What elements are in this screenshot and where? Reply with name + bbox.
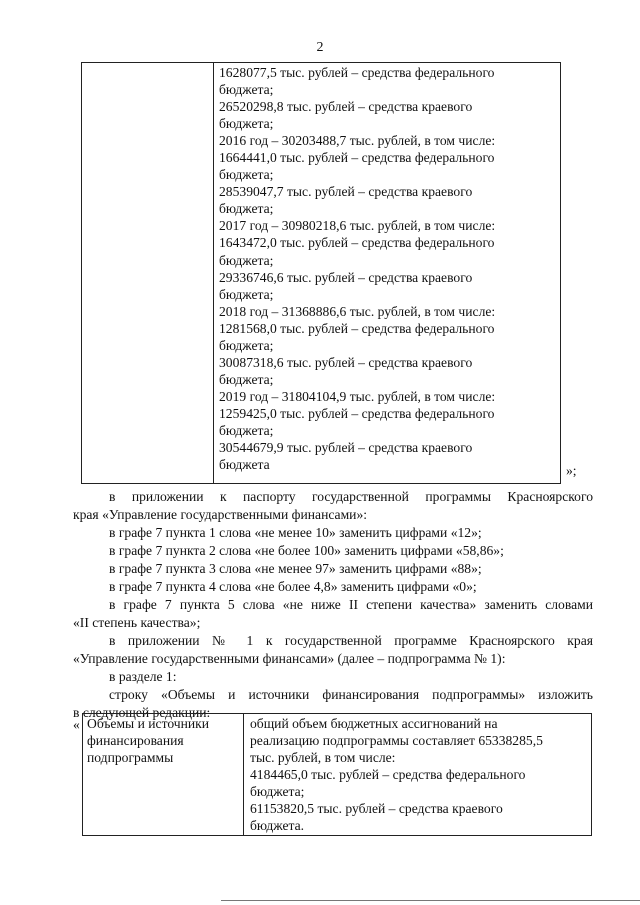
subprogram-funding-table [82,713,592,836]
row-label-line: Объемы и источники [87,716,210,731]
row-value-cell [244,714,592,836]
page-number: 2 [316,40,324,55]
paragraph-intro-line-2: края «Управление государственными финансами»: [73,507,368,522]
appendix-1-line-1: в приложении № 1 к государственной программе Красноярского края [109,633,593,648]
table-line: 2016 год – 30203488,7 тыс. рублей, в том числе: [219,133,496,149]
row-label-line: подпрограммы [87,750,174,766]
table-line: 26520298,8 тыс. рублей – средства краевого [219,99,473,115]
amendment-item-4: в графе 7 пункта 4 слова «не более 4,8» заменить цифрами «0»; [109,579,477,594]
table-line: 1643472,0 тыс. рублей – средства федерального [219,235,495,251]
table-line: 1664441,0 тыс. рублей – средства федерального [219,150,495,166]
row-value-line: общий объем бюджетных ассигнований на [250,716,498,731]
table-line: бюджета; [219,422,274,438]
table-line: бюджета; [219,201,274,217]
row-value-line: бюджета; [250,784,305,800]
table-line: бюджета; [219,167,274,183]
row-value-line: 4184465,0 тыс. рублей – средства федерального [250,767,526,783]
paragraph-intro-line-1: в приложении к паспорту государственной программы Красноярского [109,489,593,504]
funding-table-continued [81,62,561,484]
table-line: 1628077,5 тыс. рублей – средства федерального [219,65,495,80]
row-label-cell [83,714,244,836]
table-line: бюджета; [219,286,274,302]
opening-quote: « [73,717,80,732]
table-line: 29336746,6 тыс. рублей – средства краевого [219,269,473,285]
closing-quote: »; [566,463,577,478]
table-line: 28539047,7 тыс. рублей – средства краевого [219,184,473,200]
row-instruction-line-1: строку «Объемы и источники финансирования подпрограммы» изложить [109,687,593,702]
amendment-item-5-line-2: «II степень качества»; [73,615,201,630]
table-line: бюджета; [219,82,274,98]
table-line: бюджета; [219,252,274,268]
table-line: 30087318,6 тыс. рублей – средства краевого [219,354,473,370]
row-value-line: бюджета. [250,818,305,834]
table-line: 1281568,0 тыс. рублей – средства федерального [219,320,495,336]
amendment-item-3: в графе 7 пункта 3 слова «не менее 97» заменить цифрами «88»; [109,561,482,576]
row-value-line: реализацию подпрограммы составляет 65338285,5 [250,733,543,749]
row-instruction-line-2: в следующей редакции: [73,705,211,720]
table-line: 1259425,0 тыс. рублей – средства федерального [219,405,495,421]
amendment-item-2: в графе 7 пункта 2 слова «не более 100» заменить цифрами «58,86»; [109,543,504,558]
table-line: бюджета; [219,371,274,387]
scan-edge-line [221,900,640,901]
appendix-1-line-2: «Управление государственными финансами» (далее – подпрограмма № 1): [73,651,506,666]
table-line: бюджета; [219,337,274,353]
table-line: 2018 год – 31368886,6 тыс. рублей, в том числе: [219,303,496,319]
table-label-cell [82,63,214,484]
table-value-cell [214,63,561,484]
table-line: 2019 год – 31804104,9 тыс. рублей, в том числе: [219,388,496,404]
amendment-item-1: в графе 7 пункта 1 слова «не менее 10» заменить цифрами «12»; [109,525,482,540]
amendment-item-5-line-1: в графе 7 пункта 5 слова «не ниже II степени качества» заменить словами [109,597,593,612]
table-line: 2017 год – 30980218,6 тыс. рублей, в том числе: [219,218,496,234]
row-value-line: тыс. рублей, в том числе: [250,750,396,766]
table-line: бюджета; [219,116,274,132]
table-line: 30544679,9 тыс. рублей – средства краевого [219,440,473,456]
section-heading: в разделе 1: [109,669,177,684]
row-value-line: 61153820,5 тыс. рублей – средства краевого [250,801,503,817]
row-label-line: финансирования [87,733,184,749]
table-line: бюджета [219,457,270,473]
